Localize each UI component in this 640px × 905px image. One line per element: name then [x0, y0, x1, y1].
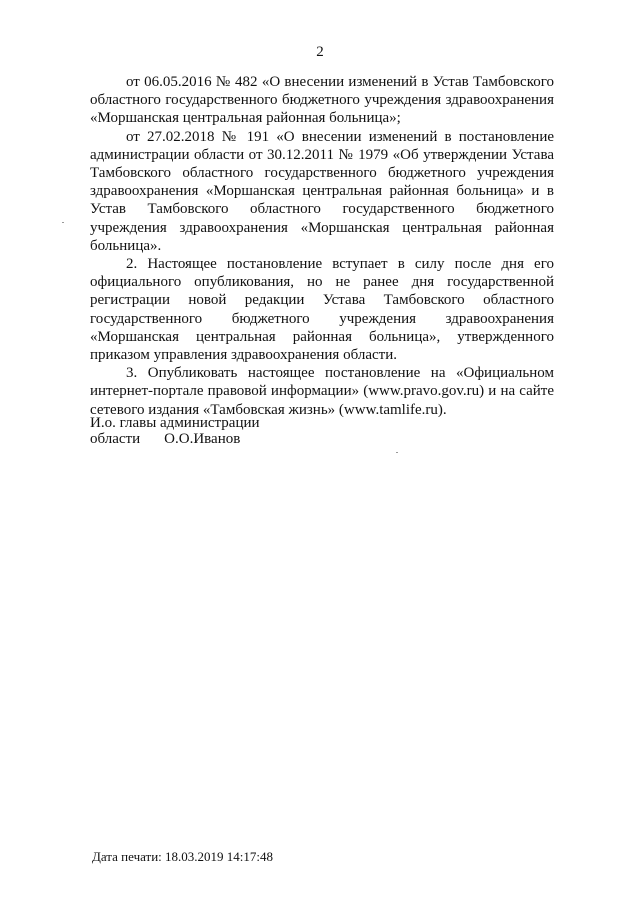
signature-block: [90, 415, 260, 447]
signatory-name: О.О.Иванов: [164, 431, 241, 447]
paragraph-amendment-2016: от 06.05.2016 № 482 «О внесении изменений в Устав Тамбовского областного государственного бюджетного учреждения здравоохранения «Моршанская центральная районная больница»;: [90, 74, 554, 127]
document-body: [90, 73, 554, 419]
print-date: Дата печати: 18.03.2019 14:17:48: [92, 849, 274, 864]
paragraph-publication: 3. Опубликовать настоящее постановление на «Официальном интернет-портале правовой информации» (www.pravo.gov.ru) и на сайте сетевого издания «Тамбовская жизнь» (www.tamlife.ru).: [90, 365, 554, 418]
scan-speck: [396, 452, 398, 453]
scan-speck: [62, 222, 64, 223]
paragraph-effective-date: 2. Настоящее постановление вступает в силу после дня его официального опубликования, но не ранее дня государственной регистрации новой редакции Устава Тамбовского областного государственного бюджетного учреждения здравоохранения «Моршанская центральная районная больница», утвержденного приказом управления здравоохранения области.: [90, 256, 554, 364]
page-number: 2: [316, 44, 324, 60]
signature-region: области: [90, 431, 141, 447]
signature-position-line2: [90, 431, 260, 447]
signature-position-line1: И.о. главы администрации: [90, 415, 260, 431]
paragraph-amendment-2018: от 27.02.2018 № 191 «О внесении изменений в постановление администрации области от 30.12.2011 № 1979 «Об утверждении Устава Тамбовского областного государственного бюджетного учреждения здравоохранения «Моршанская центральная районная больница» и в Устав Тамбовского областного государственного бюджетного учреждения здравоохранения «Моршанская центральная районная больница».: [90, 128, 554, 254]
